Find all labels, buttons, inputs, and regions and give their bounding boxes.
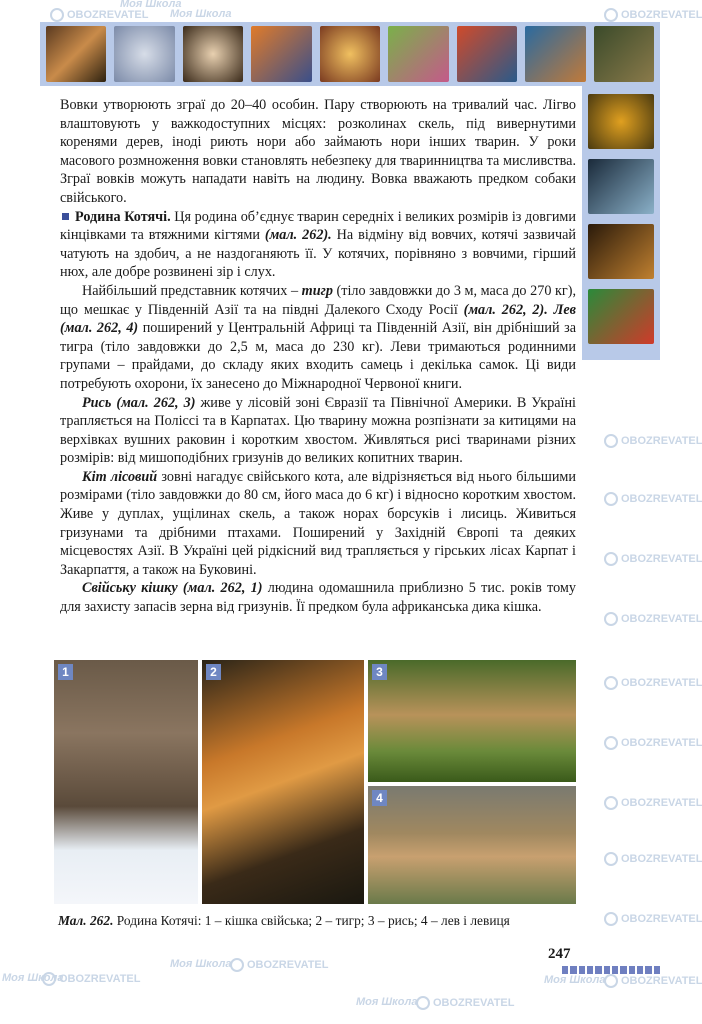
parrot-thumb [588, 289, 654, 344]
watermark: OBOZREVATEL [604, 676, 702, 690]
hedgehog-thumb [46, 26, 106, 82]
section-heading: Родина Котячі. [75, 208, 171, 225]
top-thumbnail-strip [40, 22, 660, 86]
paragraph-tiger-lion: Найбільший представник котячих – тигр (тіло завдовжки до 3 м, маса до 270 кг), що мешкає у Південній Азії та на півдні Далекого Сходу Росії (мал. 262, 2). Лев (мал. 262, 4) поширений у Центральній Африці та Південній Азії, він дрібніший за тигра (тіло завдовжки до 2,5 м, маса до 230 кг). Леви тримаються родинними групами – прайдами, до складу яких входить самець і декілька самок. Ці види потребують охорони, їх занесено до Міжнародної Червоної книги. [60, 282, 576, 392]
watermark: OBOZREVATEL [230, 958, 328, 972]
snake-thumb [588, 94, 654, 149]
mammal-thumb [594, 26, 654, 82]
photo-number: 1 [58, 664, 73, 680]
paragraph-lynx: Рись (мал. 262, 3) живе у лісовій зоні Євразії та Північної Америки. В Україні трапляється на Поліссі та в Карпатах. Цю тварину можна розпізнати за китицями на верхівках вушних раковин і коротким хвостом. Живляться рисі тваринами різних розмірів: від мишоподібних гризунів до великих копитних тварин. [60, 394, 576, 467]
domestic-cat-photo [54, 660, 198, 904]
main-text [60, 96, 576, 617]
paragraph-felidae: Родина Котячі. Ця родина об’єднує тварин середніх і великих розмірів із довгими кінцівками та втяжними кігтями (мал. 262). На відміну від вовчих, котячі зазвичай чатують на здобич, а не наздоганяють її. У котячих, порівняно з вовчими, гірший нюх, але добре розвинені зір і слух. [60, 208, 576, 281]
bird-thumb [588, 159, 654, 214]
tiger-photo [202, 660, 364, 904]
watermark: OBOZREVATEL [604, 852, 702, 866]
watermark: OBOZREVATEL [50, 8, 148, 22]
photo-number: 4 [372, 790, 387, 806]
fish-thumb [457, 26, 517, 82]
paragraph-wolves: Вовки утворюють зграї до 20–40 особин. Пару створюють на тривалий час. Лігво влаштовують у важкодоступних місцях: розколинах скель, під вивернутими коренями дерев, іноді риють нори або займають нори інших тварин. У роки масового розмноження вовки становлять небезпеку для тваринництва та мисливства. Зграї вовків можуть нападати навіть на людину. Вовка вважають предком собаки свійського. [60, 97, 576, 206]
paragraph-domestic-cat: Свійську кішку (мал. 262, 1) людина одомашнила приблизно 5 тис. років тому для захисту запасів зерна від гризунів. Її предком була африканська дика кішка. [60, 580, 577, 616]
butterfly-thumb [388, 26, 448, 82]
watermark: Моя Школа [2, 972, 64, 984]
cat-thumb [588, 224, 654, 279]
watermark: Моя Школа [170, 8, 232, 20]
radiolarian-thumb [183, 26, 243, 82]
watermark: Моя Школа [544, 974, 606, 986]
cell-thumb [114, 26, 174, 82]
watermark: OBOZREVATEL [42, 972, 140, 986]
figure-262 [54, 660, 576, 904]
bird-thumb [525, 26, 585, 82]
watermark: OBOZREVATEL [604, 796, 702, 810]
watermark: OBOZREVATEL [604, 552, 702, 566]
page-number: 247 [548, 946, 571, 962]
side-thumbnail-strip [582, 86, 660, 360]
watermark: Моя Школа [356, 996, 418, 1008]
watermark: OBOZREVATEL [604, 974, 702, 988]
watermark: OBOZREVATEL [604, 492, 702, 506]
watermark: OBOZREVATEL [604, 434, 702, 448]
anemone-thumb [320, 26, 380, 82]
watermark: OBOZREVATEL [604, 912, 702, 926]
watermark: OBOZREVATEL [604, 8, 702, 22]
watermark: OBOZREVATEL [604, 736, 702, 750]
lynx-photo [368, 660, 576, 782]
bullet-square-icon [62, 213, 69, 220]
figure-caption: Мал. 262. Родина Котячі: 1 – кішка свійська; 2 – тигр; 3 – рись; 4 – лев і левиця [58, 913, 510, 928]
photo-number: 3 [372, 664, 387, 680]
page-decoration [562, 966, 660, 974]
coral-thumb [251, 26, 311, 82]
paragraph-wildcat: Кіт лісовий зовні нагадує свійського кота, але відрізняється від нього більшими розмірами (тіло завдовжки до 80 см, його маса до 6 кг) і відносно коротким хвостом. Живе у дуплах, ущілинах скель, а також норах борсуків і лисиць. Живиться гризунами та дрібними птахами. Поширений у Західній Європі та деяких місцевостях Азії. В Україні цей рідкісний вид трапляється у гірських лісах Карпат і Закарпаття, а також на Буковині. [60, 468, 577, 578]
watermark: Моя Школа [170, 958, 232, 970]
lions-photo [368, 786, 576, 904]
watermark: Моя Школа [120, 0, 182, 10]
photo-number: 2 [206, 664, 221, 680]
watermark: OBOZREVATEL [604, 612, 702, 626]
watermark: OBOZREVATEL [416, 996, 514, 1010]
